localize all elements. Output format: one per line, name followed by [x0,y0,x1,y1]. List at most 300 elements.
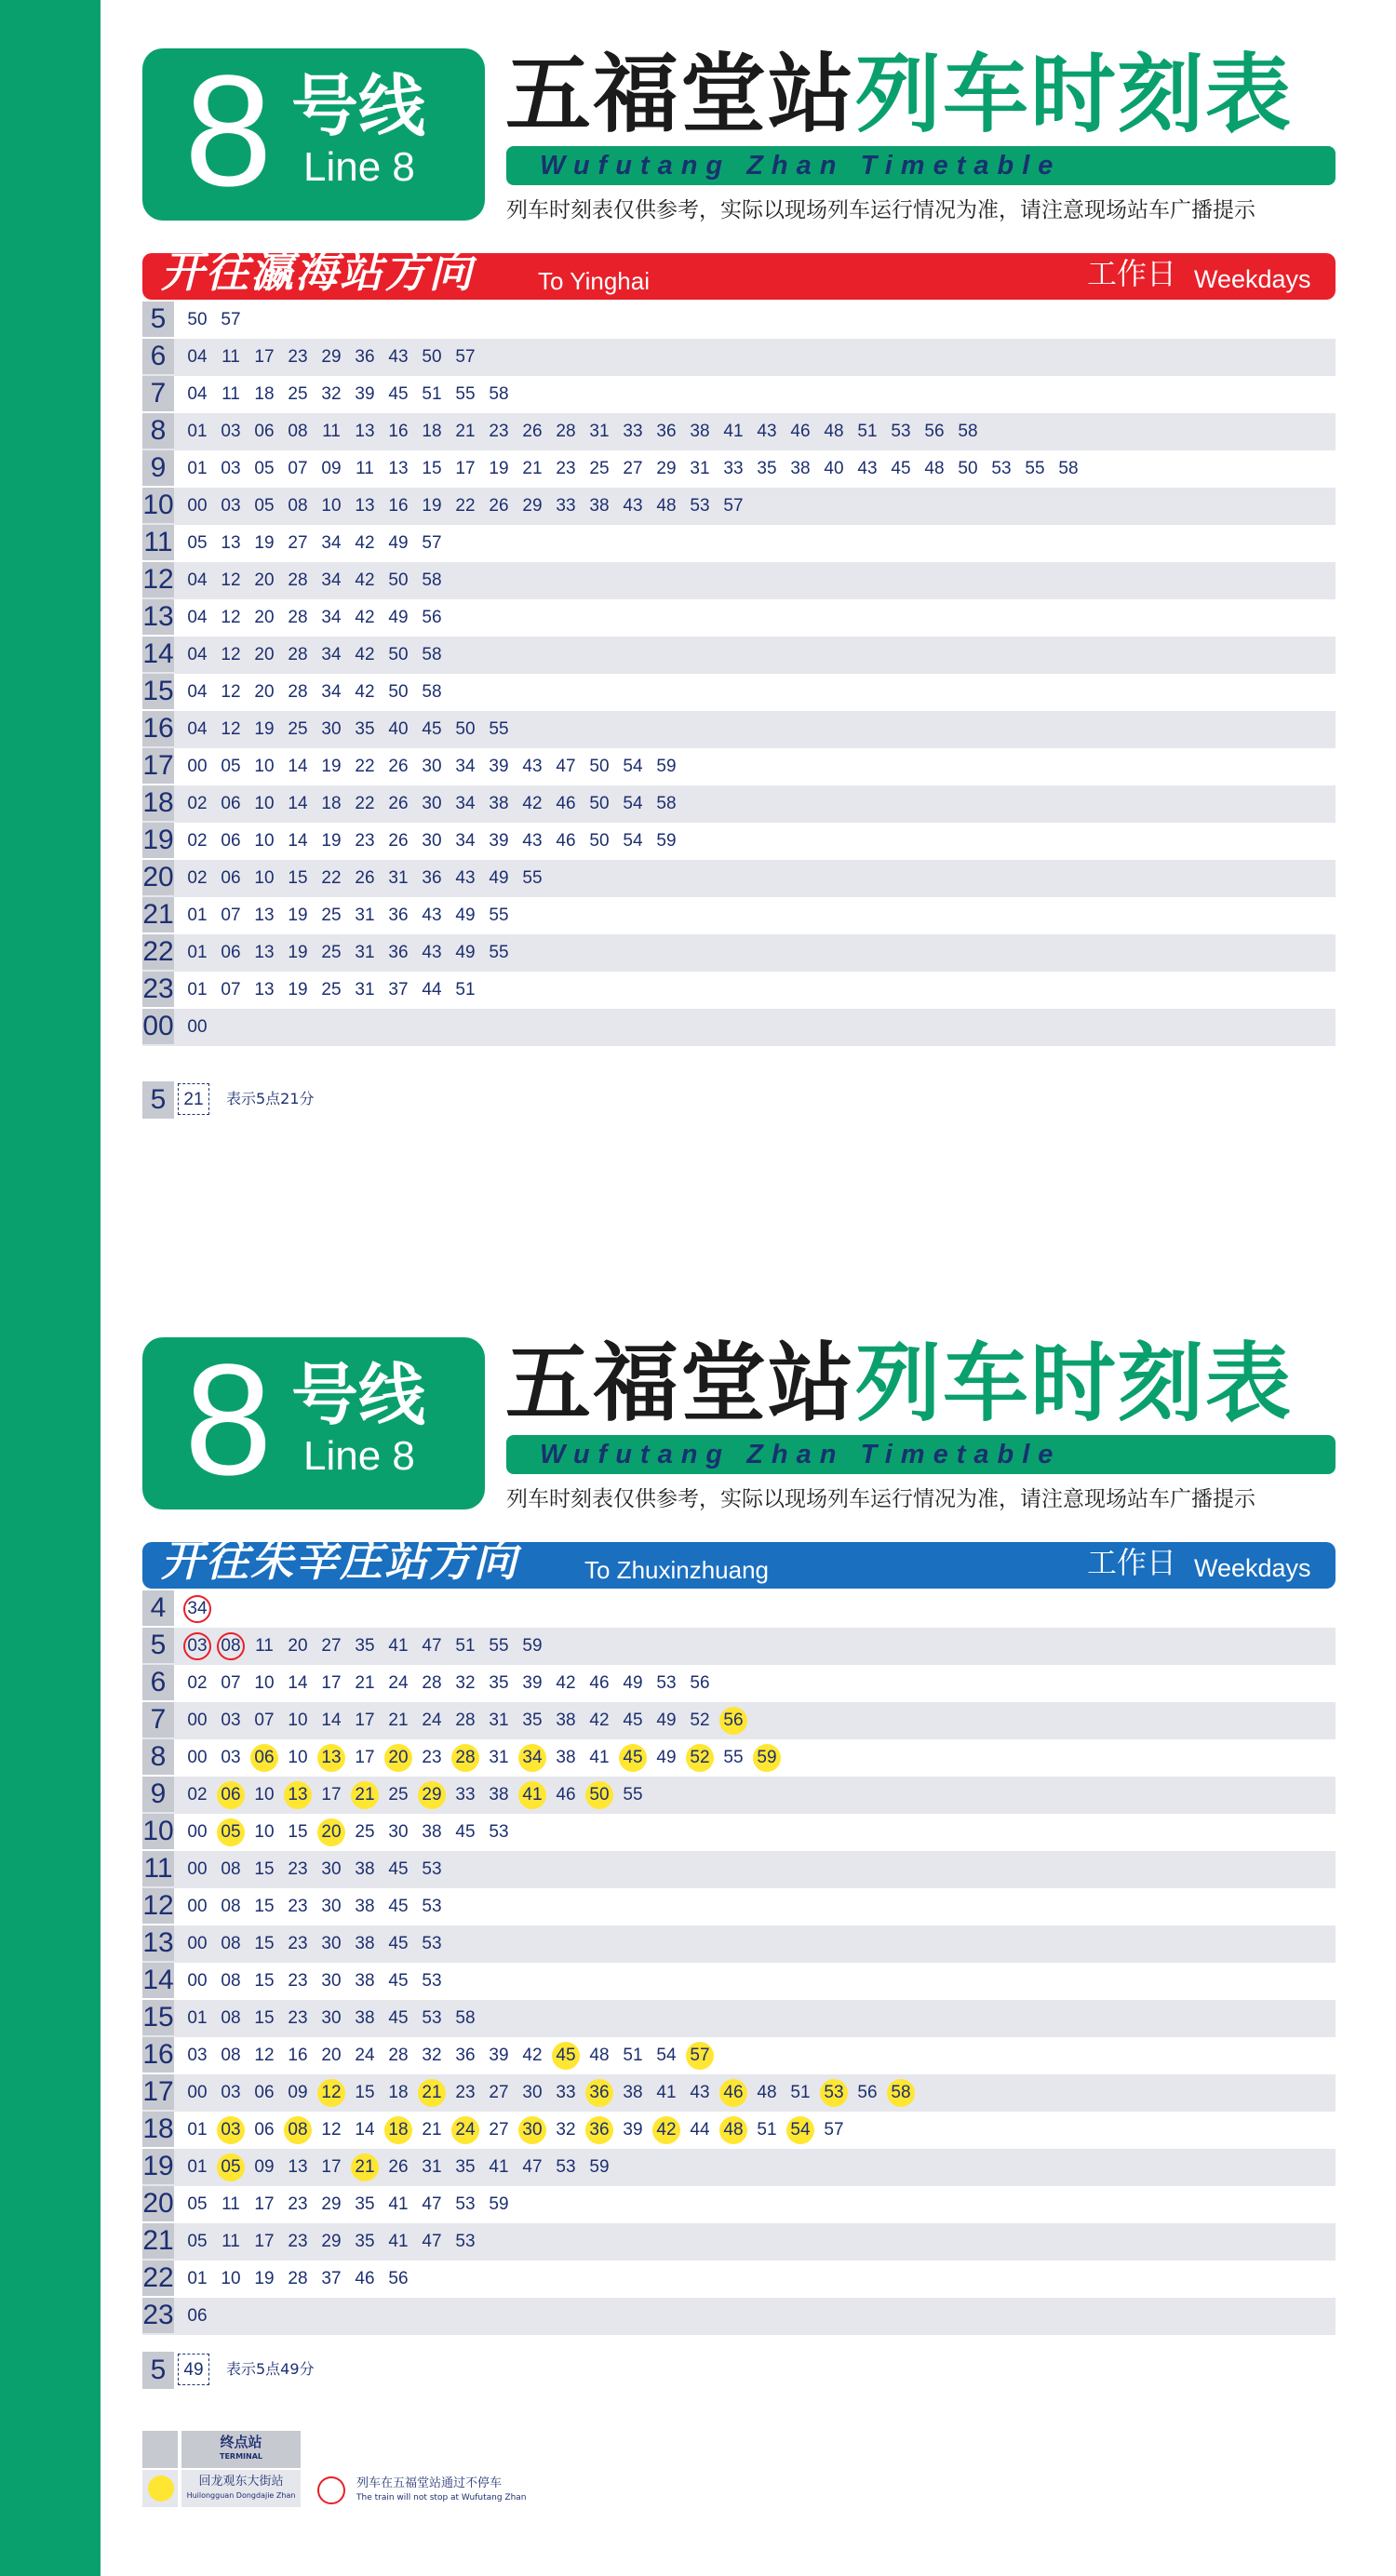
minute-list [183,860,552,897]
minute-cell: 32 [556,2120,576,2140]
minute-cell: 38 [589,496,610,516]
minute-terminal-short: 08 [284,2116,312,2144]
table-row [142,1739,1336,1777]
minute-cell: 55 [623,1785,643,1805]
minute-cell: 58 [455,2008,476,2028]
key-skip-zh: 列车在五福堂站通过不停车 [356,2476,503,2490]
minute-cell: 03 [221,2083,241,2102]
minute-cell: 02 [187,1785,208,1805]
table-row [142,2298,1336,2335]
minute-cell: 34 [321,645,342,664]
hour-cell: 9 [142,1777,174,1812]
minute-cell: 27 [288,533,308,553]
minute-cell: 08 [221,1859,241,1879]
minute-cell: 35 [355,719,375,739]
direction-en: To Zhuxinzhuang [584,1556,770,1584]
minute-terminal-short: 06 [217,1781,245,1809]
minute-list [183,897,518,934]
minute-cell: 42 [355,645,375,664]
minute-cell: 47 [556,757,576,776]
example-legend [142,1081,515,1119]
minute-list [183,1628,552,1665]
minute-cell: 55 [489,943,509,962]
minute-terminal-short: 36 [585,2079,613,2107]
minute-cell: 45 [388,384,409,404]
minute-cell: 35 [757,459,777,478]
minute-cell: 32 [321,384,342,404]
minute-cell: 31 [355,906,375,925]
minute-cell: 35 [355,2232,375,2251]
minute-cell: 21 [455,422,476,441]
minute-cell: 41 [388,1636,409,1656]
minute-cell: 43 [857,459,878,478]
minute-cell: 06 [221,868,241,888]
minute-cell: 19 [254,533,275,553]
table-row [142,525,1336,562]
minute-list [183,1851,451,1888]
minute-cell: 01 [187,906,208,925]
minute-cell: 13 [355,422,375,441]
minute-cell: 45 [891,459,911,478]
minute-cell: 00 [187,1859,208,1879]
minute-cell: 23 [288,1971,308,1991]
minute-cell: 48 [924,459,945,478]
minute-cell: 00 [187,1711,208,1730]
hour-cell: 9 [142,450,174,486]
minute-cell: 58 [422,645,442,664]
minute-cell: 17 [355,1748,375,1767]
minute-cell: 00 [187,1971,208,1991]
minute-cell: 14 [288,831,308,851]
minute-cell: 41 [723,422,744,441]
minute-terminal-short: 34 [518,1744,546,1772]
minute-cell: 39 [489,757,509,776]
minute-cell: 23 [355,831,375,851]
table-row [142,2112,1336,2149]
hour-cell: 23 [142,972,174,1007]
minute-cell: 19 [254,719,275,739]
minute-cell: 42 [355,533,375,553]
minute-cell: 15 [254,2008,275,2028]
minute-cell: 25 [321,906,342,925]
minute-cell: 54 [623,794,643,813]
minute-cell: 57 [824,2120,844,2140]
key-skip-en: The train will not stop at Wufutang Zhan [356,2493,527,2502]
table-row [142,1590,1336,1628]
minute-cell: 26 [355,868,375,888]
minute-cell: 11 [255,1636,274,1656]
minute-cell: 23 [455,2083,476,2102]
minute-cell: 17 [254,2232,275,2251]
timetable-rows [142,302,1336,1046]
title-station: 五福堂站 [505,45,856,144]
minute-cell: 38 [422,1822,442,1842]
minute-list [183,1814,518,1851]
minute-cell: 38 [556,1748,576,1767]
minute-cell: 25 [589,459,610,478]
direction-header [142,247,1336,300]
minute-cell: 58 [656,794,677,813]
minute-terminal-short: 21 [351,2153,379,2181]
line-label-en: Line 8 [303,144,415,190]
minute-cell: 47 [522,2157,543,2177]
minute-terminal-short: 57 [686,2042,714,2070]
minute-cell: 13 [254,906,275,925]
table-row [142,339,1336,376]
minute-no-stop: 03 [183,1632,211,1660]
notice-text: 列车时刻表仅供参考，实际以现场列车运行情况为准，请注意现场站车广播提示 [506,198,1255,222]
table-row [142,1665,1336,1702]
minute-cell: 14 [355,2120,375,2140]
table-row [142,2037,1336,2074]
minute-cell: 43 [422,943,442,962]
minute-cell: 10 [254,1785,275,1805]
minute-cell: 05 [187,533,208,553]
minute-cell: 07 [221,980,241,1000]
minute-list [183,2149,619,2186]
minute-cell: 00 [187,1017,208,1037]
minute-cell: 49 [623,1673,643,1693]
minute-cell: 49 [455,906,476,925]
hour-cell: 7 [142,376,174,411]
minute-terminal-short: 30 [518,2116,546,2144]
minute-cell: 09 [254,2157,275,2177]
minute-cell: 56 [388,2269,409,2288]
minute-cell: 31 [589,422,610,441]
minute-cell: 35 [355,1636,375,1656]
minute-cell: 00 [187,496,208,516]
key-terminal-header [142,2431,301,2468]
minute-cell: 28 [288,2269,308,2288]
minute-cell: 55 [489,906,509,925]
minute-list [183,637,451,674]
minute-cell: 38 [489,794,509,813]
minute-cell: 08 [221,1934,241,1953]
minute-list [183,2298,217,2335]
minute-cell: 34 [321,682,342,702]
minute-terminal-short: 20 [317,1818,345,1846]
minute-cell: 10 [254,1673,275,1693]
minute-cell: 33 [623,422,643,441]
minute-cell: 42 [556,1673,576,1693]
minute-cell: 36 [388,906,409,925]
minute-terminal-short: 42 [652,2116,680,2144]
minute-cell: 02 [187,1673,208,1693]
minute-cell: 05 [187,2194,208,2214]
table-row [142,897,1336,934]
hour-cell: 19 [142,2149,174,2184]
minute-list [183,1665,719,1702]
minute-cell: 53 [455,2194,476,2214]
hour-cell: 17 [142,2074,174,2110]
table-row [142,823,1336,860]
minute-cell: 55 [455,384,476,404]
minute-list [183,1590,217,1628]
minute-cell: 29 [321,2232,342,2251]
minute-cell: 11 [221,347,240,367]
minute-cell: 43 [522,831,543,851]
minute-no-stop: 34 [183,1595,211,1623]
table-row [142,2223,1336,2261]
minute-cell: 00 [187,2083,208,2102]
minute-cell: 19 [288,980,308,1000]
minute-list [183,972,485,1009]
minute-cell: 41 [388,2194,409,2214]
minute-cell: 13 [254,943,275,962]
minute-cell: 57 [422,533,442,553]
minute-cell: 55 [489,719,509,739]
minute-cell: 11 [221,2232,240,2251]
minute-cell: 50 [388,570,409,590]
minute-cell: 38 [790,459,811,478]
minute-terminal-short: 45 [619,1744,647,1772]
hour-cell: 00 [142,1009,174,1044]
table-row [142,637,1336,674]
minute-cell: 23 [288,2194,308,2214]
minute-cell: 44 [422,980,442,1000]
minute-list [183,674,451,711]
minute-cell: 38 [623,2083,643,2102]
table-row [142,376,1336,413]
minute-cell: 10 [254,831,275,851]
minute-terminal-short: 21 [418,2079,446,2107]
minute-terminal-short: 52 [686,1744,714,1772]
table-row [142,1628,1336,1665]
minute-terminal-short: 12 [317,2079,345,2107]
minute-cell: 33 [556,2083,576,2102]
minute-cell: 23 [288,2008,308,2028]
minute-cell: 53 [656,1673,677,1693]
table-row [142,2261,1336,2298]
minute-terminal-short: 54 [786,2116,814,2144]
minute-cell: 19 [489,459,509,478]
minute-cell: 12 [221,608,241,627]
minute-cell: 57 [723,496,744,516]
minute-cell: 27 [321,1636,342,1656]
minute-cell: 23 [422,1748,442,1767]
minute-cell: 10 [221,2269,241,2288]
minute-cell: 28 [288,608,308,627]
hour-cell: 12 [142,562,174,597]
minute-cell: 12 [221,570,241,590]
minute-cell: 17 [455,459,476,478]
minute-list [183,711,518,748]
minute-cell: 07 [288,459,308,478]
minute-cell: 12 [254,2046,275,2065]
minute-cell: 27 [489,2083,509,2102]
minute-list [183,1009,217,1046]
hour-cell: 7 [142,1702,174,1737]
hour-cell: 8 [142,413,174,449]
minute-list [183,823,686,860]
minute-cell: 41 [589,1748,610,1767]
minute-cell: 20 [254,608,275,627]
minute-cell: 06 [254,2120,275,2140]
minute-cell: 53 [489,1822,509,1842]
minute-cell: 14 [288,757,308,776]
table-row [142,748,1336,785]
minute-terminal-short: 18 [384,2116,412,2144]
hour-cell: 8 [142,1739,174,1775]
minute-cell: 38 [355,1934,375,1953]
minute-cell: 19 [422,496,442,516]
symbol-key [142,2431,701,2533]
minute-cell: 06 [187,2306,208,2326]
minute-cell: 31 [489,1748,509,1767]
table-row [142,711,1336,748]
minute-terminal-short: 05 [217,1818,245,1846]
minute-cell: 23 [489,422,509,441]
hour-cell: 13 [142,1925,174,1961]
minute-cell: 50 [958,459,978,478]
minute-cell: 04 [187,682,208,702]
minute-cell: 10 [288,1711,308,1730]
minute-cell: 53 [991,459,1012,478]
minute-cell: 55 [723,1748,744,1767]
minute-cell: 21 [355,1673,375,1693]
hour-cell: 11 [142,1851,174,1886]
minute-terminal-short: 13 [284,1781,312,1809]
minute-list [183,1702,753,1739]
hour-cell: 10 [142,488,174,523]
hour-cell: 20 [142,860,174,895]
hour-cell: 13 [142,599,174,635]
hour-cell: 23 [142,2298,174,2333]
minute-terminal-short: 45 [552,2042,580,2070]
minute-terminal-short: 24 [451,2116,479,2144]
minute-cell: 46 [790,422,811,441]
minute-list [183,488,753,525]
minute-terminal-short: 21 [351,1781,379,1809]
minute-terminal-short: 29 [418,1781,446,1809]
minute-cell: 43 [422,906,442,925]
minute-cell: 37 [321,2269,342,2288]
minute-cell: 25 [321,980,342,1000]
minute-cell: 29 [656,459,677,478]
minute-cell: 01 [187,2269,208,2288]
minute-cell: 28 [455,1711,476,1730]
minute-cell: 40 [824,459,844,478]
minute-list [183,2223,485,2261]
direction-zh: 开往朱辛庄站方向 [161,1536,518,1586]
minute-list [183,2000,485,2037]
minute-cell: 52 [690,1711,710,1730]
minute-cell: 45 [388,1934,409,1953]
minute-cell: 01 [187,2120,208,2140]
minute-cell: 08 [288,422,308,441]
minute-cell: 43 [455,868,476,888]
minute-cell: 21 [522,459,543,478]
minute-list [183,1888,451,1925]
minute-cell: 50 [388,682,409,702]
minute-cell: 29 [321,2194,342,2214]
minute-cell: 39 [623,2120,643,2140]
minute-list [183,2037,719,2074]
minute-cell: 17 [321,1673,342,1693]
minute-cell: 45 [388,1859,409,1879]
minute-cell: 29 [522,496,543,516]
red-ring-icon [317,2476,345,2504]
minute-list [183,599,451,637]
minute-cell: 10 [288,1748,308,1767]
minute-cell: 28 [556,422,576,441]
minute-cell: 02 [187,831,208,851]
line-badge [142,1332,485,1509]
minute-cell: 31 [422,2157,442,2177]
minute-cell: 42 [355,682,375,702]
minute-list [183,302,250,339]
minute-cell: 02 [187,794,208,813]
minute-terminal-short: 20 [384,1744,412,1772]
page-title [505,1334,1294,1433]
minute-cell: 50 [589,831,610,851]
minute-cell: 31 [388,868,409,888]
minute-cell: 39 [522,1673,543,1693]
minute-cell: 50 [187,310,208,329]
minute-list [183,2112,853,2149]
minute-cell: 04 [187,570,208,590]
minute-cell: 02 [187,868,208,888]
table-row [142,2000,1336,2037]
minute-cell: 12 [221,645,241,664]
minute-cell: 03 [221,496,241,516]
table-row [142,2149,1336,2186]
minute-cell: 30 [321,2008,342,2028]
minute-list [183,450,1088,488]
table-row [142,450,1336,488]
minute-list [183,376,518,413]
yellow-dot-icon [148,2475,174,2502]
minute-cell: 43 [522,757,543,776]
minute-cell: 43 [623,496,643,516]
minute-cell: 51 [422,384,442,404]
table-row [142,562,1336,599]
line-label-en: Line 8 [303,1433,415,1479]
minute-cell: 03 [221,459,241,478]
minute-cell: 34 [321,533,342,553]
minute-cell: 58 [958,422,978,441]
minute-cell: 35 [455,2157,476,2177]
minute-cell: 51 [455,980,476,1000]
minute-cell: 43 [757,422,777,441]
minute-cell: 17 [355,1711,375,1730]
minute-cell: 45 [388,1971,409,1991]
minute-cell: 00 [187,1934,208,1953]
hour-cell: 10 [142,1814,174,1849]
minute-cell: 22 [355,757,375,776]
minute-cell: 31 [355,980,375,1000]
minute-cell: 57 [455,347,476,367]
minute-cell: 50 [388,645,409,664]
table-row [142,674,1336,711]
minute-cell: 00 [187,1822,208,1842]
minute-cell: 11 [322,422,341,441]
day-type-zh: 工作日 [1087,256,1177,291]
minute-cell: 54 [656,2046,677,2065]
example-legend [142,2352,515,2389]
minute-cell: 42 [589,1711,610,1730]
minute-list [183,1777,652,1814]
minute-cell: 35 [355,2194,375,2214]
table-row [142,1888,1336,1925]
minute-cell: 35 [489,1673,509,1693]
minute-cell: 56 [857,2083,878,2102]
minute-cell: 53 [422,2008,442,2028]
example-hour: 5 [142,1081,174,1119]
minute-cell: 30 [321,719,342,739]
minute-cell: 06 [254,2083,275,2102]
minute-cell: 21 [388,1711,409,1730]
